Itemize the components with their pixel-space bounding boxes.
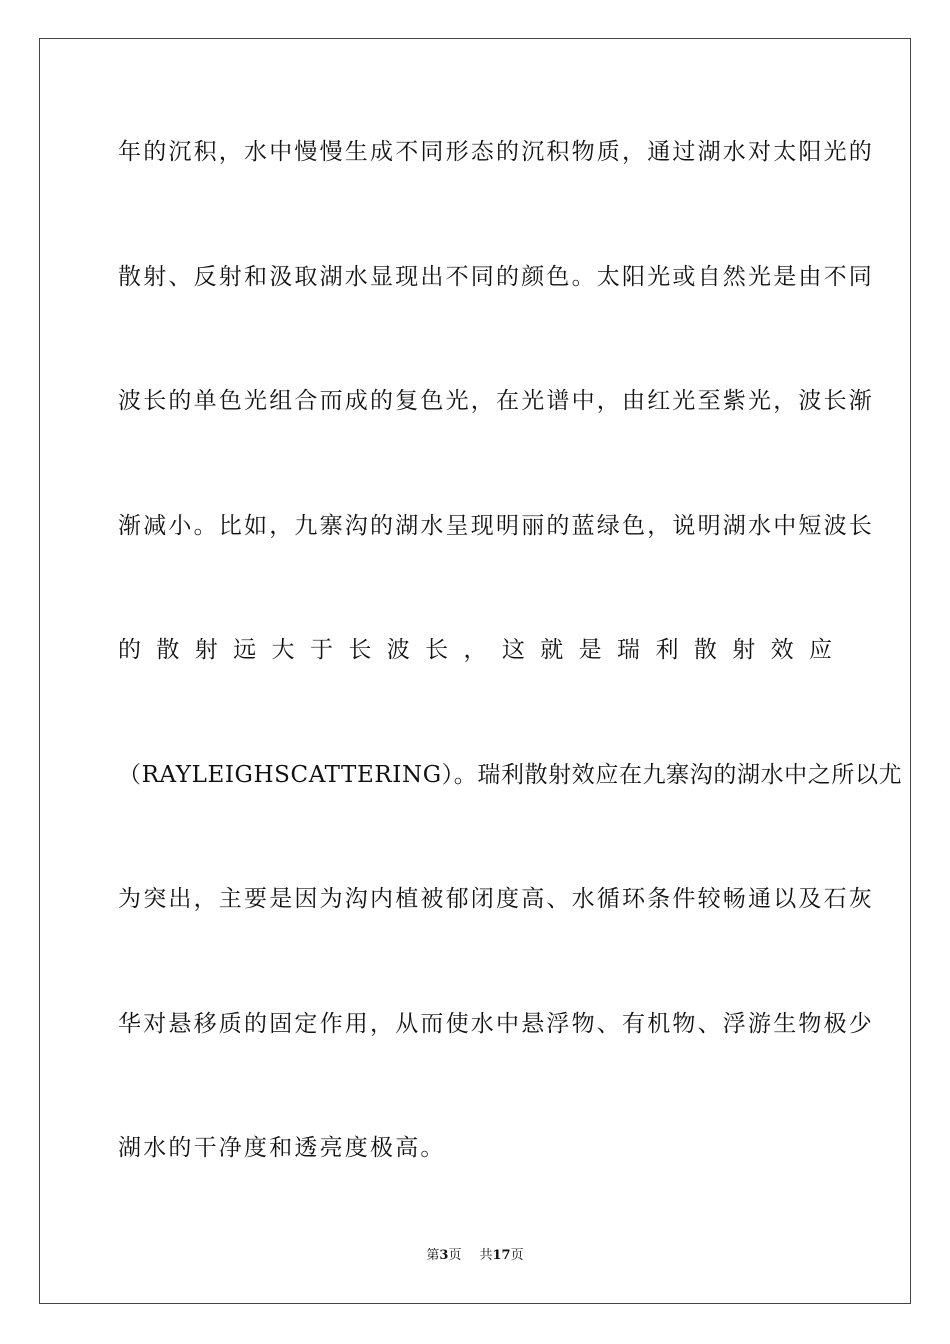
total-suffix: 页 — [510, 1248, 524, 1263]
text-line-6: （RAYLEIGHSCATTERING）。瑞利散射效应在九寨沟的湖水中之所以尤 — [118, 761, 903, 788]
text-line-2: 散射、反射和汲取湖水显现出不同的颜色。太阳光或自然光是由不同 — [118, 263, 874, 290]
text-line-9: 湖水的干净度和透亮度极高。 — [118, 1135, 446, 1161]
text-line-8: 华对悬移质的固定作用，从而使水中悬浮物、有机物、浮游生物极少 — [118, 1010, 874, 1037]
total-prefix: 共 — [479, 1248, 493, 1263]
text-line-3: 波长的单色光组合而成的复色光，在光谱中，由红光至紫光，波长渐 — [118, 388, 874, 414]
total-pages: 17 — [492, 1248, 511, 1263]
page-footer — [0, 1244, 950, 1263]
page-prefix: 第 — [426, 1248, 440, 1263]
document-body — [118, 126, 903, 1247]
text-line-7: 为突出，主要是因为沟内植被郁闭度高、水循环条件较畅通以及石灰 — [118, 886, 874, 912]
text-line-5: 的散射远大于长波长，这就是瑞利散射效应 — [118, 637, 832, 663]
text-line-1: 年的沉积，水中慢慢生成不同形态的沉积物质，通过湖水对太阳光的 — [118, 139, 874, 165]
page-number: 3 — [439, 1248, 449, 1263]
text-line-4: 渐减小。比如，九寨沟的湖水呈现明丽的蓝绿色，说明湖水中短波长 — [118, 512, 874, 539]
page-suffix: 页 — [448, 1248, 462, 1263]
